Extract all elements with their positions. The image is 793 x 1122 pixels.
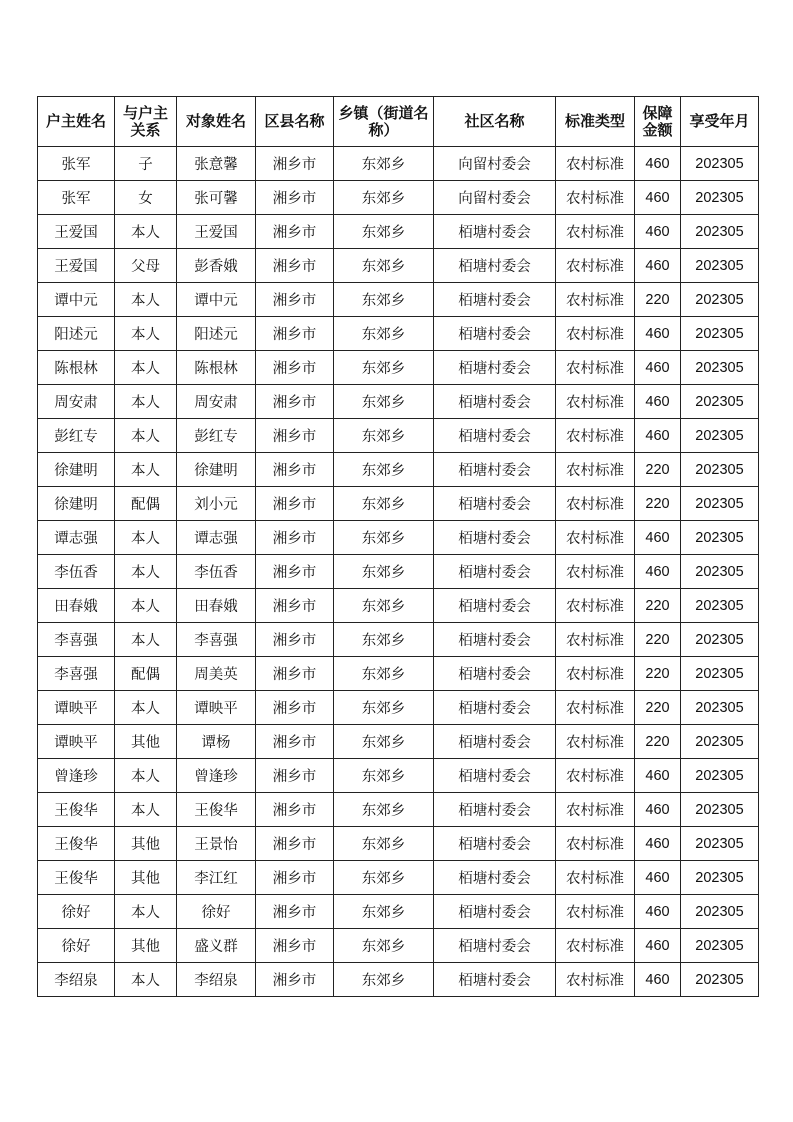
recipient-name-cell: 李江红 [177,861,256,895]
household-head-cell: 陈根林 [38,351,115,385]
amount-cell: 220 [635,283,681,317]
recipient-name-cell: 盛义群 [177,929,256,963]
household-head-cell: 阳述元 [38,317,115,351]
township-cell: 东郊乡 [334,555,434,589]
table-header [38,97,759,147]
township-cell: 东郊乡 [334,929,434,963]
recipient-name-cell: 王俊华 [177,793,256,827]
table-row [38,555,759,589]
community-cell: 栢塘村委会 [434,963,556,997]
period-cell: 202305 [681,351,759,385]
township-cell: 东郊乡 [334,521,434,555]
amount-cell: 220 [635,487,681,521]
table-row [38,623,759,657]
recipient-name-cell: 谭志强 [177,521,256,555]
recipient-name-cell: 王爱国 [177,215,256,249]
standard-type-cell: 农村标准 [556,283,635,317]
recipient-name-cell: 徐好 [177,895,256,929]
amount-cell: 220 [635,725,681,759]
township-cell: 东郊乡 [334,385,434,419]
header-county: 区县名称 [256,97,334,147]
relationship-cell: 配偶 [115,657,177,691]
period-cell: 202305 [681,385,759,419]
township-cell: 东郊乡 [334,419,434,453]
relationship-cell: 配偶 [115,487,177,521]
county-cell: 湘乡市 [256,589,334,623]
table-row [38,351,759,385]
township-cell: 东郊乡 [334,249,434,283]
household-head-cell: 徐建明 [38,453,115,487]
period-cell: 202305 [681,215,759,249]
period-cell: 202305 [681,657,759,691]
household-head-cell: 周安肃 [38,385,115,419]
community-cell: 栢塘村委会 [434,249,556,283]
period-cell: 202305 [681,623,759,657]
county-cell: 湘乡市 [256,487,334,521]
period-cell: 202305 [681,453,759,487]
amount-cell: 460 [635,929,681,963]
table-row [38,453,759,487]
community-cell: 栢塘村委会 [434,589,556,623]
recipient-name-cell: 李绍泉 [177,963,256,997]
table-row [38,963,759,997]
township-cell: 东郊乡 [334,487,434,521]
relationship-cell: 父母 [115,249,177,283]
county-cell: 湘乡市 [256,181,334,215]
amount-cell: 460 [635,419,681,453]
period-cell: 202305 [681,725,759,759]
household-head-cell: 彭红专 [38,419,115,453]
community-cell: 向留村委会 [434,147,556,181]
amount-cell: 220 [635,453,681,487]
relationship-cell: 女 [115,181,177,215]
period-cell: 202305 [681,181,759,215]
recipient-name-cell: 王景怡 [177,827,256,861]
standard-type-cell: 农村标准 [556,521,635,555]
period-cell: 202305 [681,759,759,793]
community-cell: 栢塘村委会 [434,521,556,555]
table-row [38,283,759,317]
standard-type-cell: 农村标准 [556,453,635,487]
household-head-cell: 王爱国 [38,215,115,249]
relationship-cell: 本人 [115,419,177,453]
table-row [38,181,759,215]
household-head-cell: 张军 [38,147,115,181]
county-cell: 湘乡市 [256,725,334,759]
household-head-cell: 徐好 [38,929,115,963]
county-cell: 湘乡市 [256,249,334,283]
header-relationship: 与户主关系 [115,97,177,147]
standard-type-cell: 农村标准 [556,215,635,249]
household-head-cell: 李喜强 [38,623,115,657]
relationship-cell: 本人 [115,317,177,351]
period-cell: 202305 [681,283,759,317]
township-cell: 东郊乡 [334,623,434,657]
table-row [38,317,759,351]
standard-type-cell: 农村标准 [556,181,635,215]
household-head-cell: 王俊华 [38,793,115,827]
period-cell: 202305 [681,589,759,623]
community-cell: 栢塘村委会 [434,657,556,691]
period-cell: 202305 [681,147,759,181]
table-row [38,249,759,283]
standard-type-cell: 农村标准 [556,555,635,589]
county-cell: 湘乡市 [256,691,334,725]
amount-cell: 460 [635,521,681,555]
header-amount: 保障金额 [635,97,681,147]
household-head-cell: 李绍泉 [38,963,115,997]
relationship-cell: 其他 [115,861,177,895]
household-head-cell: 张军 [38,181,115,215]
subsidy-roster-table [37,96,759,997]
recipient-name-cell: 曾逢珍 [177,759,256,793]
household-head-cell: 谭映平 [38,725,115,759]
standard-type-cell: 农村标准 [556,725,635,759]
recipient-name-cell: 张可馨 [177,181,256,215]
amount-cell: 460 [635,827,681,861]
community-cell: 栢塘村委会 [434,895,556,929]
county-cell: 湘乡市 [256,861,334,895]
community-cell: 栢塘村委会 [434,215,556,249]
county-cell: 湘乡市 [256,351,334,385]
standard-type-cell: 农村标准 [556,385,635,419]
household-head-cell: 徐好 [38,895,115,929]
period-cell: 202305 [681,249,759,283]
county-cell: 湘乡市 [256,555,334,589]
amount-cell: 460 [635,249,681,283]
relationship-cell: 子 [115,147,177,181]
period-cell: 202305 [681,827,759,861]
header-township: 乡镇（街道名称） [334,97,434,147]
amount-cell: 460 [635,861,681,895]
household-head-cell: 谭映平 [38,691,115,725]
relationship-cell: 其他 [115,725,177,759]
community-cell: 栢塘村委会 [434,419,556,453]
county-cell: 湘乡市 [256,385,334,419]
township-cell: 东郊乡 [334,657,434,691]
community-cell: 栢塘村委会 [434,929,556,963]
period-cell: 202305 [681,487,759,521]
township-cell: 东郊乡 [334,589,434,623]
table-row [38,861,759,895]
recipient-name-cell: 谭中元 [177,283,256,317]
household-head-cell: 李伍香 [38,555,115,589]
amount-cell: 460 [635,181,681,215]
relationship-cell: 本人 [115,623,177,657]
household-head-cell: 谭志强 [38,521,115,555]
header-community: 社区名称 [434,97,556,147]
county-cell: 湘乡市 [256,283,334,317]
table-row [38,521,759,555]
table-row [38,793,759,827]
table-row [38,419,759,453]
period-cell: 202305 [681,521,759,555]
household-head-cell: 李喜强 [38,657,115,691]
county-cell: 湘乡市 [256,623,334,657]
header-period: 享受年月 [681,97,759,147]
period-cell: 202305 [681,929,759,963]
township-cell: 东郊乡 [334,861,434,895]
standard-type-cell: 农村标准 [556,895,635,929]
household-head-cell: 徐建明 [38,487,115,521]
household-head-cell: 王俊华 [38,861,115,895]
recipient-name-cell: 周美英 [177,657,256,691]
standard-type-cell: 农村标准 [556,657,635,691]
standard-type-cell: 农村标准 [556,351,635,385]
county-cell: 湘乡市 [256,453,334,487]
relationship-cell: 本人 [115,215,177,249]
relationship-cell: 其他 [115,827,177,861]
county-cell: 湘乡市 [256,419,334,453]
standard-type-cell: 农村标准 [556,963,635,997]
county-cell: 湘乡市 [256,827,334,861]
relationship-cell: 本人 [115,759,177,793]
relationship-cell: 本人 [115,453,177,487]
township-cell: 东郊乡 [334,283,434,317]
community-cell: 栢塘村委会 [434,725,556,759]
amount-cell: 460 [635,963,681,997]
amount-cell: 460 [635,555,681,589]
table-row [38,147,759,181]
period-cell: 202305 [681,317,759,351]
header-household-head: 户主姓名 [38,97,115,147]
community-cell: 栢塘村委会 [434,623,556,657]
table-row [38,487,759,521]
county-cell: 湘乡市 [256,215,334,249]
community-cell: 栢塘村委会 [434,827,556,861]
header-recipient-name: 对象姓名 [177,97,256,147]
relationship-cell: 其他 [115,929,177,963]
community-cell: 栢塘村委会 [434,861,556,895]
amount-cell: 220 [635,691,681,725]
table-row [38,215,759,249]
recipient-name-cell: 张意馨 [177,147,256,181]
household-head-cell: 曾逢珍 [38,759,115,793]
township-cell: 东郊乡 [334,147,434,181]
household-head-cell: 谭中元 [38,283,115,317]
relationship-cell: 本人 [115,793,177,827]
community-cell: 栢塘村委会 [434,555,556,589]
standard-type-cell: 农村标准 [556,929,635,963]
recipient-name-cell: 彭红专 [177,419,256,453]
township-cell: 东郊乡 [334,181,434,215]
standard-type-cell: 农村标准 [556,861,635,895]
relationship-cell: 本人 [115,351,177,385]
amount-cell: 460 [635,895,681,929]
standard-type-cell: 农村标准 [556,487,635,521]
amount-cell: 220 [635,657,681,691]
community-cell: 栢塘村委会 [434,453,556,487]
period-cell: 202305 [681,555,759,589]
county-cell: 湘乡市 [256,963,334,997]
county-cell: 湘乡市 [256,929,334,963]
relationship-cell: 本人 [115,521,177,555]
recipient-name-cell: 李伍香 [177,555,256,589]
township-cell: 东郊乡 [334,317,434,351]
community-cell: 栢塘村委会 [434,487,556,521]
amount-cell: 220 [635,623,681,657]
township-cell: 东郊乡 [334,351,434,385]
county-cell: 湘乡市 [256,317,334,351]
period-cell: 202305 [681,793,759,827]
township-cell: 东郊乡 [334,963,434,997]
standard-type-cell: 农村标准 [556,759,635,793]
township-cell: 东郊乡 [334,759,434,793]
table-row [38,759,759,793]
table-body [38,147,759,997]
relationship-cell: 本人 [115,385,177,419]
recipient-name-cell: 陈根林 [177,351,256,385]
recipient-name-cell: 谭映平 [177,691,256,725]
header-standard-type: 标准类型 [556,97,635,147]
amount-cell: 460 [635,351,681,385]
county-cell: 湘乡市 [256,793,334,827]
recipient-name-cell: 徐建明 [177,453,256,487]
county-cell: 湘乡市 [256,895,334,929]
table-row [38,895,759,929]
community-cell: 栢塘村委会 [434,385,556,419]
household-head-cell: 田春娥 [38,589,115,623]
table-row [38,929,759,963]
relationship-cell: 本人 [115,589,177,623]
community-cell: 栢塘村委会 [434,691,556,725]
recipient-name-cell: 阳述元 [177,317,256,351]
township-cell: 东郊乡 [334,827,434,861]
standard-type-cell: 农村标准 [556,623,635,657]
community-cell: 栢塘村委会 [434,283,556,317]
period-cell: 202305 [681,691,759,725]
relationship-cell: 本人 [115,283,177,317]
county-cell: 湘乡市 [256,147,334,181]
standard-type-cell: 农村标准 [556,249,635,283]
period-cell: 202305 [681,861,759,895]
county-cell: 湘乡市 [256,657,334,691]
relationship-cell: 本人 [115,555,177,589]
amount-cell: 460 [635,317,681,351]
table-row [38,589,759,623]
township-cell: 东郊乡 [334,691,434,725]
amount-cell: 460 [635,793,681,827]
header-row [38,97,759,147]
recipient-name-cell: 周安肃 [177,385,256,419]
standard-type-cell: 农村标准 [556,793,635,827]
table-row [38,691,759,725]
household-head-cell: 王爱国 [38,249,115,283]
community-cell: 向留村委会 [434,181,556,215]
amount-cell: 460 [635,385,681,419]
period-cell: 202305 [681,895,759,929]
standard-type-cell: 农村标准 [556,691,635,725]
period-cell: 202305 [681,419,759,453]
community-cell: 栢塘村委会 [434,793,556,827]
community-cell: 栢塘村委会 [434,317,556,351]
household-head-cell: 王俊华 [38,827,115,861]
county-cell: 湘乡市 [256,521,334,555]
recipient-name-cell: 彭香娥 [177,249,256,283]
county-cell: 湘乡市 [256,759,334,793]
community-cell: 栢塘村委会 [434,759,556,793]
table-row [38,827,759,861]
relationship-cell: 本人 [115,963,177,997]
table-row [38,385,759,419]
recipient-name-cell: 田春娥 [177,589,256,623]
township-cell: 东郊乡 [334,215,434,249]
relationship-cell: 本人 [115,895,177,929]
recipient-name-cell: 刘小元 [177,487,256,521]
table-row [38,725,759,759]
standard-type-cell: 农村标准 [556,419,635,453]
recipient-name-cell: 谭杨 [177,725,256,759]
township-cell: 东郊乡 [334,895,434,929]
table-row [38,657,759,691]
amount-cell: 460 [635,147,681,181]
amount-cell: 460 [635,759,681,793]
period-cell: 202305 [681,963,759,997]
township-cell: 东郊乡 [334,725,434,759]
relationship-cell: 本人 [115,691,177,725]
recipient-name-cell: 李喜强 [177,623,256,657]
standard-type-cell: 农村标准 [556,827,635,861]
community-cell: 栢塘村委会 [434,351,556,385]
standard-type-cell: 农村标准 [556,147,635,181]
standard-type-cell: 农村标准 [556,589,635,623]
amount-cell: 460 [635,215,681,249]
standard-type-cell: 农村标准 [556,317,635,351]
township-cell: 东郊乡 [334,453,434,487]
amount-cell: 220 [635,589,681,623]
township-cell: 东郊乡 [334,793,434,827]
